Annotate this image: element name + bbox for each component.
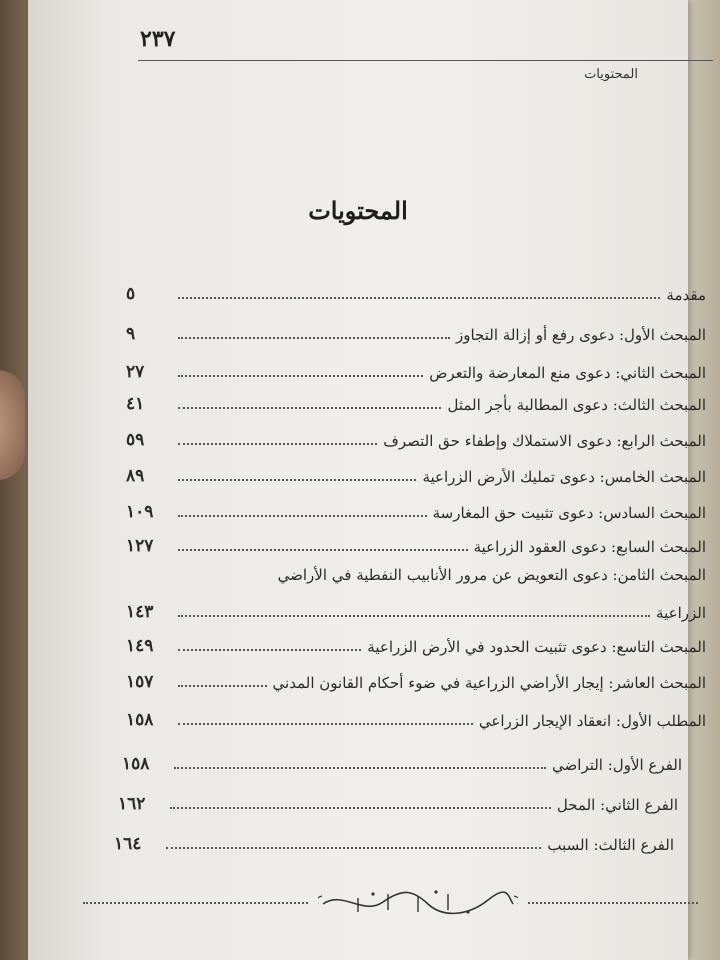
footer-dotted-rule-left — [83, 902, 308, 904]
toc-entry-page: ١٤٣ — [126, 602, 154, 622]
thumb — [0, 370, 25, 480]
toc-entry-label: المبحث الأول: دعوى رفع أو إزالة التجاوز — [456, 326, 706, 344]
toc-entry-label: الفرع الثالث: السبب — [547, 836, 674, 854]
toc-entry — [122, 748, 682, 774]
page-number: ٢٣٧ — [140, 26, 176, 52]
toc-entry-page: ١٥٨ — [122, 754, 150, 774]
leader-dots — [178, 479, 416, 481]
toc-entry-label: مقدمة — [666, 286, 706, 304]
toc-entry-label: المبحث السادس: دعوى تثبيت حق المغارسة — [432, 504, 706, 522]
toc-entry-label: الفرع الأول: التراضي — [552, 756, 682, 774]
footer-ornament — [83, 880, 698, 920]
leader-dots — [178, 297, 660, 299]
toc-entry-label: المبحث التاسع: دعوى تثبيت الحدود في الأرض الزراعية — [367, 638, 706, 656]
toc-entry-label: المبحث الخامس: دعوى تمليك الأرض الزراعية — [422, 468, 706, 486]
running-head: المحتويات — [584, 67, 638, 82]
page-title: المحتويات — [308, 196, 408, 225]
toc-entry — [126, 356, 706, 382]
leader-dots — [178, 443, 377, 445]
leader-dots — [178, 615, 650, 617]
leader-dots — [178, 685, 267, 687]
toc-entry — [114, 828, 674, 854]
leader-dots — [178, 649, 361, 651]
toc-entry-label-continued: الزراعية — [656, 604, 706, 622]
toc-entry-page: ١٠٩ — [126, 502, 154, 522]
toc-entry — [126, 318, 706, 344]
toc-entry-page: ١٢٧ — [126, 536, 154, 556]
toc-entry-label: المبحث الثامن: دعوى التعويض عن مرور الأنابيب النفطية في الأراضي — [277, 566, 706, 584]
toc-entry-page: ٥٩ — [126, 430, 145, 450]
leader-dots — [178, 375, 423, 377]
toc-entry-page: ٥ — [126, 284, 136, 304]
toc-entry-label: المبحث العاشر: إيجار الأراضي الزراعية في ضوء أحكام القانون المدني — [272, 674, 706, 692]
leader-dots — [170, 807, 551, 809]
toc-entry-label: المبحث السابع: دعوى العقود الزراعية — [473, 538, 706, 556]
toc-entry — [126, 530, 706, 556]
toc-entry — [126, 630, 706, 656]
toc-entry-label: الفرع الثاني: المحل — [556, 796, 678, 814]
publisher-logo — [318, 886, 518, 918]
toc-entry — [126, 424, 706, 450]
toc-entry-page: ١٦٢ — [118, 794, 146, 814]
toc-entry-label: المبحث الرابع: دعوى الاستملاك وإطفاء حق التصرف — [383, 432, 706, 450]
toc-entry-page: ٤١ — [126, 394, 145, 414]
leader-dots — [178, 337, 450, 339]
toc-entry-page: ٨٩ — [126, 466, 145, 486]
leader-dots — [178, 723, 473, 725]
leader-dots — [178, 549, 468, 551]
toc-entry — [126, 460, 706, 486]
leader-dots — [174, 767, 546, 769]
book-page — [28, 0, 706, 960]
toc-entry-label: المبحث الثاني: دعوى منع المعارضة والتعرض — [429, 364, 706, 382]
toc-entry — [126, 388, 706, 414]
toc-entry — [126, 596, 706, 622]
leader-dots — [178, 515, 427, 517]
toc-entry — [126, 704, 706, 730]
toc-entry — [126, 666, 706, 692]
header-rule — [138, 60, 713, 61]
footer-dotted-rule-right — [528, 902, 698, 904]
toc-entry — [118, 788, 678, 814]
toc-entry-page: ٩ — [126, 324, 136, 344]
toc-entry-label: المطلب الأول: انعقاد الإيجار الزراعي — [478, 712, 706, 730]
toc-entry-page: ١٥٨ — [126, 710, 154, 730]
toc-entry-label: المبحث الثالث: دعوى المطالبة بأجر المثل — [447, 396, 706, 414]
leader-dots — [166, 847, 541, 849]
toc-entry-page: ١٤٩ — [126, 636, 154, 656]
toc-entry-page: ١٦٤ — [114, 834, 142, 854]
toc-entry — [126, 278, 706, 304]
toc-entry-page: ١٥٧ — [126, 672, 154, 692]
toc-entry-page: ٢٧ — [126, 362, 145, 382]
leader-dots — [178, 407, 441, 409]
toc-entry — [126, 496, 706, 522]
